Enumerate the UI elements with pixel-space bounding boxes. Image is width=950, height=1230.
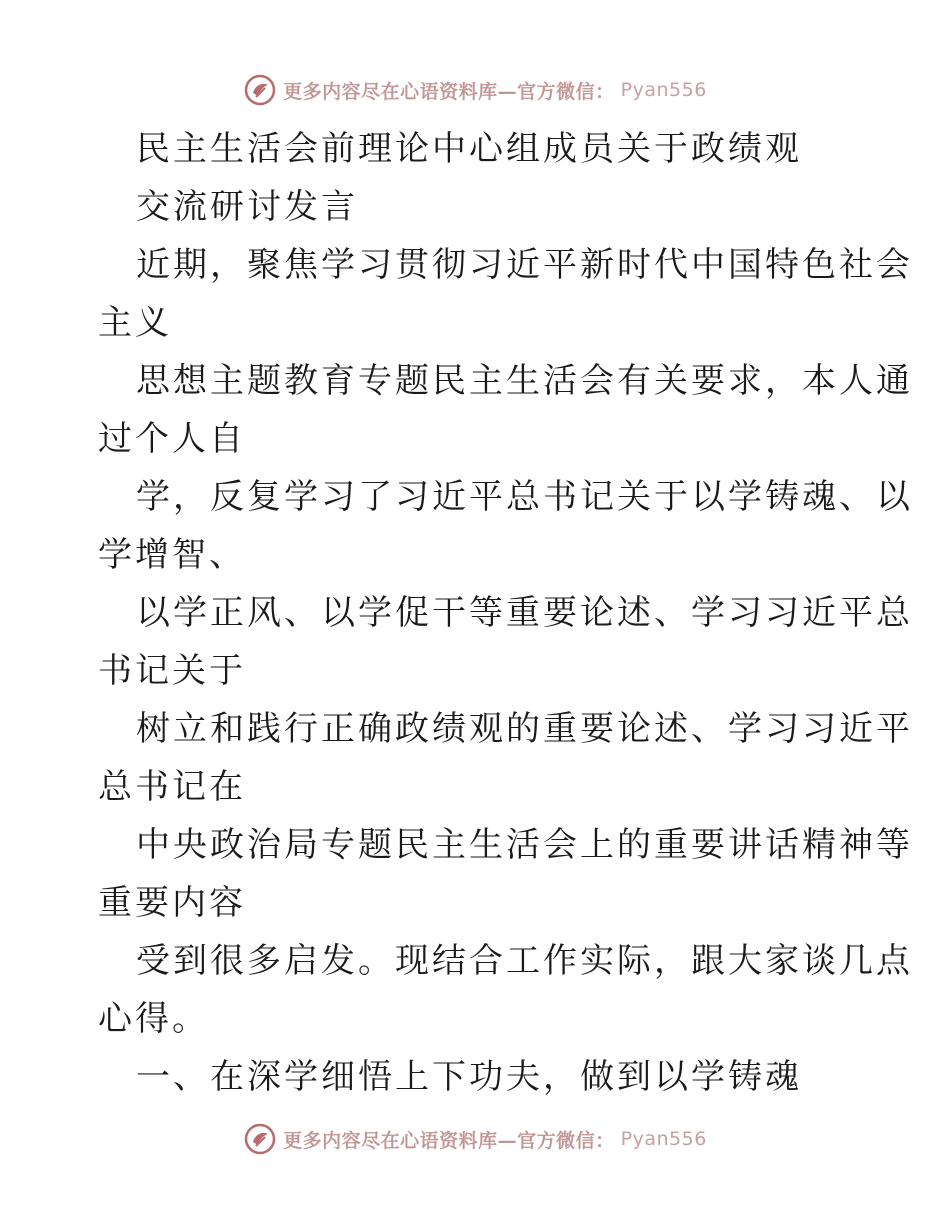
paragraph-line: 中央政治局专题民主生活会上的重要讲话精神等 [136,825,913,865]
paragraph-line: 树立和践行正确政绩观的重要论述、学习习近平 [136,709,913,749]
document-body [98,120,913,1106]
paragraph-line: 思想主题教育专题民主生活会有关要求，本人通 [136,361,913,401]
watermark-text: 更多内容尽在心语资料库—官方微信： [283,1129,615,1152]
footer-watermark [0,1119,950,1159]
header-watermark [0,70,950,110]
watermark-wechat-id: Pyan556 [620,79,707,101]
paragraph-line: 书记关于 [98,651,246,691]
paragraph-line: 总书记在 [98,767,246,807]
paragraph-line: 心得。 [98,999,209,1039]
paragraph-line: 近期，聚焦学习贯彻习近平新时代中国特色社会 [136,245,913,285]
document-title-line-1: 民主生活会前理论中心组成员关于政绩观 [136,129,802,169]
paragraph-line: 受到很多启发。现结合工作实际，跟大家谈几点 [136,941,913,981]
paragraph-line: 主义 [98,303,172,343]
paragraph-line: 学，反复学习了习近平总书记关于以学铸魂、以 [136,477,913,517]
rose-logo-icon [243,1122,277,1156]
watermark-wechat-id: Pyan556 [620,1128,707,1150]
document-title-line-2: 交流研讨发言 [136,187,358,227]
paragraph-line: 学增智、 [98,535,246,575]
watermark-text: 更多内容尽在心语资料库—官方微信： [283,80,615,103]
section-heading: 一、在深学细悟上下功夫，做到以学铸魂 [136,1057,802,1097]
paragraph-line: 过个人自 [98,419,246,459]
paragraph-line: 重要内容 [98,883,246,923]
rose-logo-icon [243,73,277,107]
paragraph-line: 以学正风、以学促干等重要论述、学习习近平总 [136,593,913,633]
